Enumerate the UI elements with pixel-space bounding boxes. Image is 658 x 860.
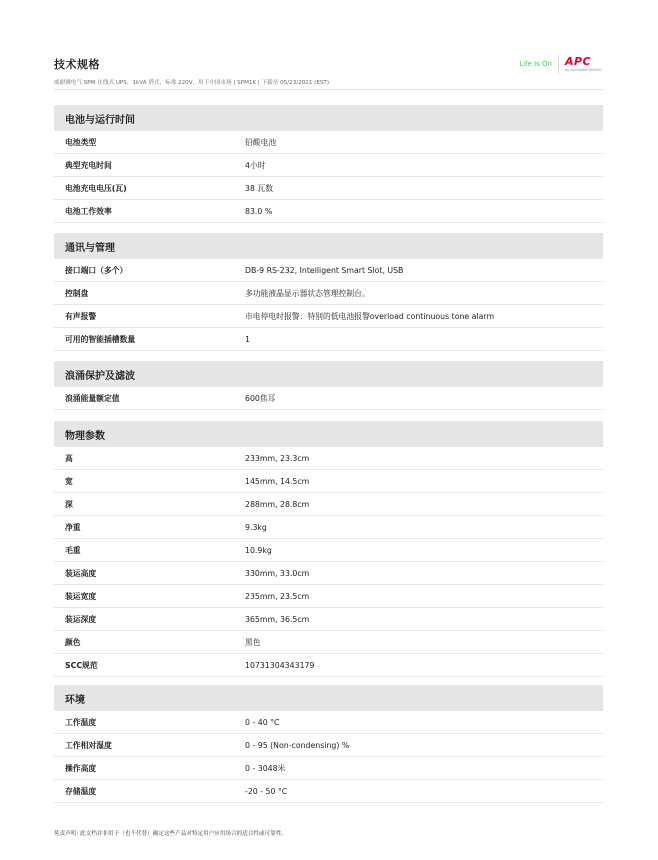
spec-label: 电池工作效率 bbox=[65, 206, 112, 216]
spec-value: 市电停电时报警：特别的低电池报警overload continuous tone alarm bbox=[245, 311, 495, 321]
spec-label: 净重 bbox=[65, 522, 81, 532]
spec-label: 存储温度 bbox=[65, 786, 97, 796]
section-title: 通讯与管理 bbox=[54, 233, 603, 259]
table-row bbox=[54, 131, 603, 154]
spec-label: 毛重 bbox=[65, 545, 81, 555]
apc-logo bbox=[565, 56, 602, 72]
spec-label: 电池充电电压(瓦) bbox=[65, 183, 127, 193]
spec-value: 145mm, 14.5cm bbox=[245, 476, 310, 486]
spec-value: 233mm, 23.3cm bbox=[245, 453, 310, 463]
spec-value: 1 bbox=[245, 334, 250, 344]
table-row bbox=[54, 177, 603, 200]
page-subtitle: 威耐佛电气 SPM 在线式 UPS，1kVA 塔式，标准 220V，用于中国市场 | SPM1K | 下载至 05/23/2021 (EST) bbox=[54, 80, 330, 86]
spec-value: 10731304343179 bbox=[245, 660, 315, 670]
spec-label: 宽 bbox=[65, 476, 73, 486]
spec-value: DB-9 RS-232, Intelligent Smart Slot, USB bbox=[245, 265, 404, 275]
table-row bbox=[54, 516, 603, 539]
table-row bbox=[54, 539, 603, 562]
spec-value: 0 - 95 (Non-condensing) % bbox=[245, 740, 350, 750]
spec-value: 黑色 bbox=[245, 637, 261, 647]
spec-label: 装运深度 bbox=[65, 614, 97, 624]
spec-label: 接口端口（多个） bbox=[65, 265, 128, 275]
section-title: 环境 bbox=[54, 685, 603, 711]
spec-label: 浪涌能量额定值 bbox=[65, 393, 120, 403]
table-row bbox=[54, 200, 603, 223]
table-row bbox=[54, 493, 603, 516]
spec-label: 深 bbox=[65, 499, 73, 509]
section-physical bbox=[54, 421, 603, 677]
spec-label: 电池类型 bbox=[65, 137, 97, 147]
spec-value: 330mm, 33.0cm bbox=[245, 568, 310, 578]
section-battery bbox=[54, 105, 603, 223]
table-row bbox=[54, 654, 603, 677]
spec-label: 控制盘 bbox=[65, 288, 89, 298]
table-row bbox=[54, 734, 603, 757]
table-row bbox=[54, 328, 603, 351]
spec-value: 多功能液晶显示器状态管理控制台。 bbox=[245, 288, 370, 298]
section-surge-protection bbox=[54, 361, 603, 410]
table-row bbox=[54, 608, 603, 631]
spec-value: 10.9kg bbox=[245, 545, 272, 555]
table-row bbox=[54, 631, 603, 654]
spec-value: 铅酸电池 bbox=[245, 137, 277, 147]
table-row bbox=[54, 282, 603, 305]
spec-value: 235mm, 23.5cm bbox=[245, 591, 310, 601]
spec-label: SCC规范 bbox=[65, 660, 98, 670]
spec-label: 装运高度 bbox=[65, 568, 97, 578]
table-row bbox=[54, 780, 603, 803]
section-title: 浪涌保护及滤波 bbox=[54, 361, 603, 387]
spec-label: 装运宽度 bbox=[65, 591, 97, 601]
spec-value: 600焦耳 bbox=[245, 393, 276, 403]
spec-label: 高 bbox=[65, 453, 73, 463]
spec-value: 0 - 3048米 bbox=[245, 763, 286, 773]
spec-label: 可用的智能插槽数量 bbox=[65, 334, 136, 344]
table-row bbox=[54, 259, 603, 282]
spec-label: 操作高度 bbox=[65, 763, 97, 773]
spec-value: 288mm, 28.8cm bbox=[245, 499, 310, 509]
apc-brand: APC bbox=[564, 55, 592, 68]
table-row bbox=[54, 387, 603, 410]
header-divider bbox=[54, 89, 603, 90]
brand-logo bbox=[519, 55, 602, 73]
spec-value: -20 - 50 °C bbox=[245, 786, 288, 796]
spec-value: 0 - 40 °C bbox=[245, 717, 280, 727]
table-row bbox=[54, 562, 603, 585]
table-row bbox=[54, 305, 603, 328]
spec-label: 典型充电时间 bbox=[65, 160, 112, 170]
life-is-on-tagline: Life Is On bbox=[519, 60, 552, 68]
spec-label: 工作温度 bbox=[65, 717, 97, 727]
schneider-byline: by Schneider Electric bbox=[564, 68, 602, 72]
spec-value: 4小时 bbox=[245, 160, 266, 170]
disclaimer: 免责声明: 此文档并非用于（也不代替）确定这些产品对特定用户应用场合的适合性或可靠性。 bbox=[54, 831, 288, 837]
table-row bbox=[54, 757, 603, 780]
spec-value: 38 瓦数 bbox=[245, 183, 273, 193]
spec-value: 83.0 % bbox=[245, 206, 273, 216]
section-environment bbox=[54, 685, 603, 803]
spec-label: 工作相对湿度 bbox=[65, 740, 112, 750]
spec-label: 有声报警 bbox=[65, 311, 97, 321]
section-communications bbox=[54, 233, 603, 351]
section-title: 电池与运行时间 bbox=[54, 105, 603, 131]
table-row bbox=[54, 711, 603, 734]
table-row bbox=[54, 154, 603, 177]
table-row bbox=[54, 447, 603, 470]
page-title: 技术规格 bbox=[54, 58, 100, 71]
table-row bbox=[54, 585, 603, 608]
spec-value: 9.3kg bbox=[245, 522, 267, 532]
spec-value: 365mm, 36.5cm bbox=[245, 614, 310, 624]
spec-label: 颜色 bbox=[65, 637, 81, 647]
logo-divider bbox=[558, 55, 559, 73]
section-title: 物理参数 bbox=[54, 421, 603, 447]
table-row bbox=[54, 470, 603, 493]
